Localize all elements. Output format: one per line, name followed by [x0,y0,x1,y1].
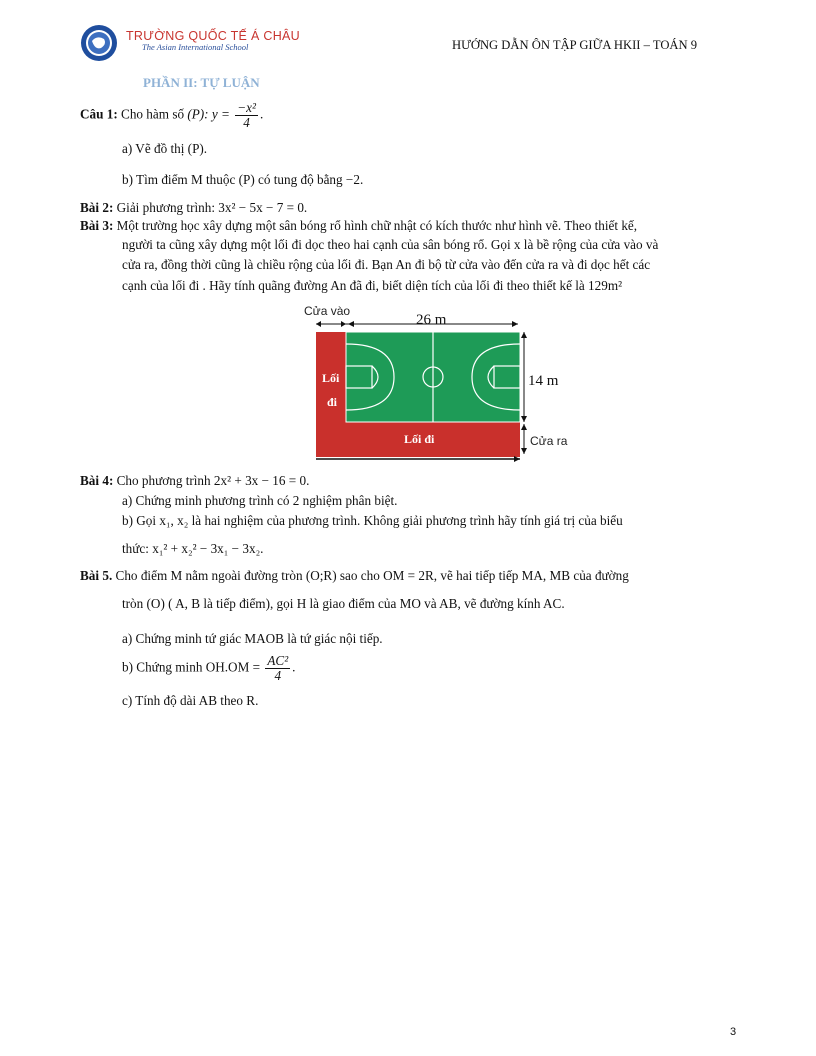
loi-di-side-1: Lối [322,371,340,385]
cau1-text: Cho hàm số [121,106,185,122]
bai5-a: a) Chứng minh tứ giác MAOB là tứ giác nội tiếp. [122,631,383,646]
bai3-label: Bài 3: [80,218,114,233]
bai3-line1 [80,218,637,234]
loi-di-bottom: Lối đi [404,432,435,446]
cau1-b: b) Tìm điểm M thuộc (P) có tung độ bằng −2. [122,172,364,187]
cau1-fraction: $\frac{\text{−x²}}{4}$ [237,100,256,130]
bai5-b-fraction: $\frac{\text{AC²}}{4}$ [267,653,289,683]
school-name: TRƯỜNG QUỐC TẾ Á CHÂU [126,29,300,43]
bai4-text: Cho phương trình 2x² + 3x − 16 = 0. [116,473,310,488]
page-number: 3 [730,1026,737,1038]
width-label: 26 m [416,312,447,328]
cau1-line: Câu 1: Cho hàm số (P): y = $\frac{\text{−x²}}{4}$ . [80,100,264,130]
bai5-text-1: Cho điểm M nằm ngoài đường tròn (O;R) sao cho OM = 2R, vẽ hai tiếp tiếp MA, MB của đường [115,568,629,583]
document-title: HƯỚNG DẪN ÔN TẬP GIỮA HKII – TOÁN 9 [452,38,698,52]
bai4-line [80,473,309,489]
bai4-label: Bài 4: [80,473,114,488]
bai2-line [80,200,307,216]
bai5-c: c) Tính độ dài AB theo R. [122,693,259,708]
bai5-b-text: b) Chứng minh OH.OM = [122,659,261,675]
bai4-b2: thức: x₁² + x₂² − 3x₁ − 3x₂. [122,541,264,556]
cau1-a: a) Vẽ đồ thị (P). [122,141,208,156]
bai5-text-2: tròn (O) ( A, B là tiếp điểm), gọi H là giao điểm của MO và AB, vẽ đường kính AC. [122,596,565,611]
height-label: 14 m [528,373,559,389]
bai2-label: Bài 2: [80,200,114,215]
school-subtitle: The Asian International School [142,42,249,52]
bai3-text-2: người ta cũng xây dựng một lối đi dọc theo hai cạnh của sân bóng rổ. Gọi x là bề rộng của cửa vào và [122,237,659,252]
cua-vao-label: Cửa vào [304,304,351,318]
cau1-y: y = [211,106,230,122]
bai5-b: b) Chứng minh OH.OM = $\frac{\text{AC²}}{4}$ . [122,653,296,683]
cua-ra-label: Cửa ra [530,434,568,448]
bai4-a: a) Chứng minh phương trình có 2 nghiệm phân biệt. [122,493,398,508]
bai3-text-3: cửa ra, đồng thời cũng là chiều rộng của lối đi. Bạn An đi bộ từ cửa vào đến cửa ra và đi dọc hết các [122,257,651,272]
bai2-text: Giải phương trình: 3x² − 5x − 7 = 0. [116,200,308,215]
court-figure [296,302,586,462]
bai4-b: b) Gọi x₁, x₂ là hai nghiệm của phương trình. Không giải phương trình hãy tính giá trị của biểu [122,513,623,528]
section-title: PHẦN II: TỰ LUẬN [143,75,260,90]
loi-di-side-2: đi [327,395,338,409]
bai5-label: Bài 5. [80,568,113,583]
cau1-func: (P): [187,106,209,122]
school-logo [80,24,118,62]
cau1-label: Câu 1: [80,106,118,122]
bai5-line1 [80,568,629,584]
bai3-text-1: Một trường học xây dựng một sân bóng rổ hình chữ nhật có kích thước như hình vẽ. Theo thiết kế, [116,218,638,233]
bai3-text-4: cạnh của lối đi . Hãy tính quãng đường An đã đi, biết diện tích của lối đi theo thiết kế là 129m² [122,278,623,293]
